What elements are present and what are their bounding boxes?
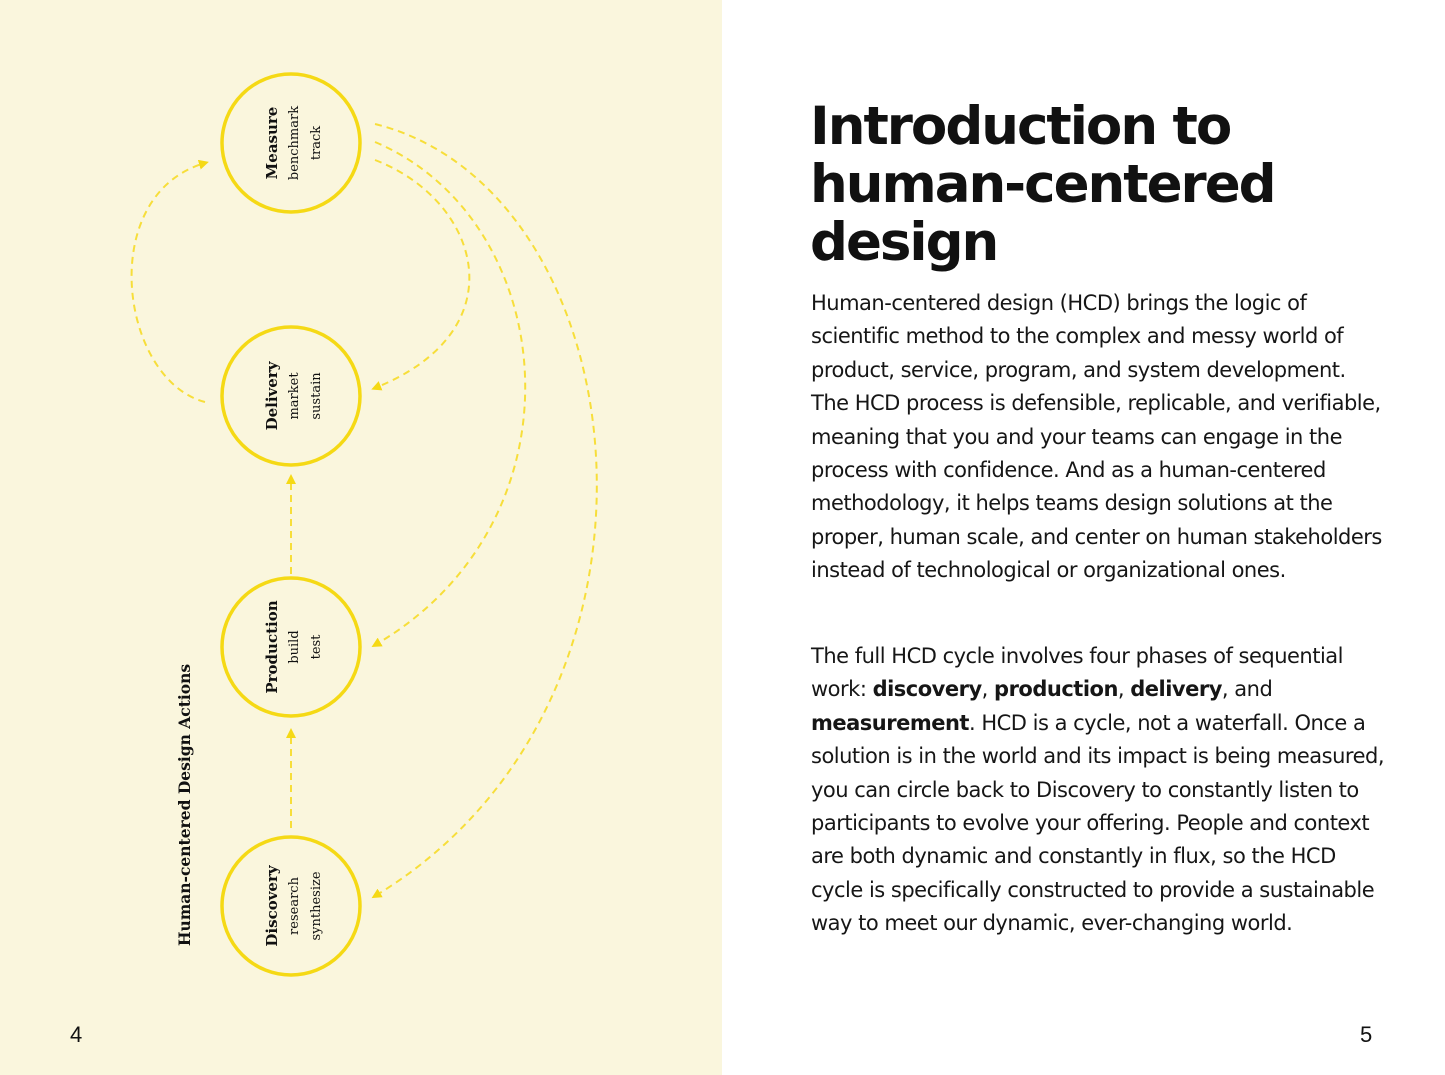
term-measurement: measurement xyxy=(811,710,969,735)
page-title: Introduction to human-centered design xyxy=(810,96,1275,273)
node-delivery xyxy=(263,360,324,430)
paragraph-1-text: Human-centered design (HCD) brings the logic of scientific method to the complex and messy world of product, service, program, and system development. The HCD process is defensible, replicable, and verifiable, meaning that you and your teams can engage in the process with confidence. And as a human-centered methodology, it helps teams design solutions at the proper, human scale, and center on human stakeholders instead of technological or organizational ones. xyxy=(811,291,1382,583)
hcd-cycle-diagram xyxy=(0,0,722,1075)
page-number-right: 5 xyxy=(1360,1022,1373,1047)
p2-intro: The full HCD cycle involves four phases of sequential work: xyxy=(811,644,1344,702)
term-delivery: delivery xyxy=(1130,677,1222,702)
node-title: Measure xyxy=(263,106,281,180)
cycle-paragraph xyxy=(811,640,1386,941)
node-title: Production xyxy=(263,600,281,694)
right-page xyxy=(722,0,1445,1075)
term-production: production xyxy=(994,677,1118,702)
node-discovery xyxy=(263,864,324,946)
node-subtitle: synthesize xyxy=(309,871,324,941)
p2-separator: , xyxy=(981,677,995,702)
node-subtitle: build xyxy=(287,630,302,664)
node-subtitle: track xyxy=(309,125,324,161)
node-subtitle: sustain xyxy=(309,372,324,420)
left-page xyxy=(0,0,722,1075)
intro-paragraph xyxy=(811,287,1386,588)
p2-rest: . HCD is a cycle, not a waterfall. Once a solution is in the world and its impact is being measured, you can circle back to Discovery to constantly listen to participants to evolve your offering. People and context are both dynamic and constantly in flux, so the HCD cycle is specifically constructed to provide a sustainable way to meet our dynamic, ever-changing world. xyxy=(811,710,1384,936)
node-subtitle: market xyxy=(287,372,302,420)
page-number-left: 4 xyxy=(70,1022,83,1047)
node-title: Delivery xyxy=(263,361,281,431)
arrow-measure-to-production xyxy=(375,142,525,645)
arrow-delivery-to-measure xyxy=(132,163,205,402)
node-title: Discovery xyxy=(263,865,281,947)
paragraph-2-text xyxy=(811,640,1386,941)
node-measure xyxy=(263,106,324,180)
node-subtitle: benchmark xyxy=(287,105,302,181)
node-production xyxy=(263,600,324,693)
node-subtitle: research xyxy=(287,877,302,935)
arrow-measure-to-delivery xyxy=(375,160,469,388)
diagram-caption: Human-centered Design Actions xyxy=(175,663,194,947)
p2-separator: , and xyxy=(1221,677,1273,702)
p2-separator: , xyxy=(1117,677,1131,702)
node-subtitle: test xyxy=(309,634,324,660)
term-discovery: discovery xyxy=(872,677,982,702)
